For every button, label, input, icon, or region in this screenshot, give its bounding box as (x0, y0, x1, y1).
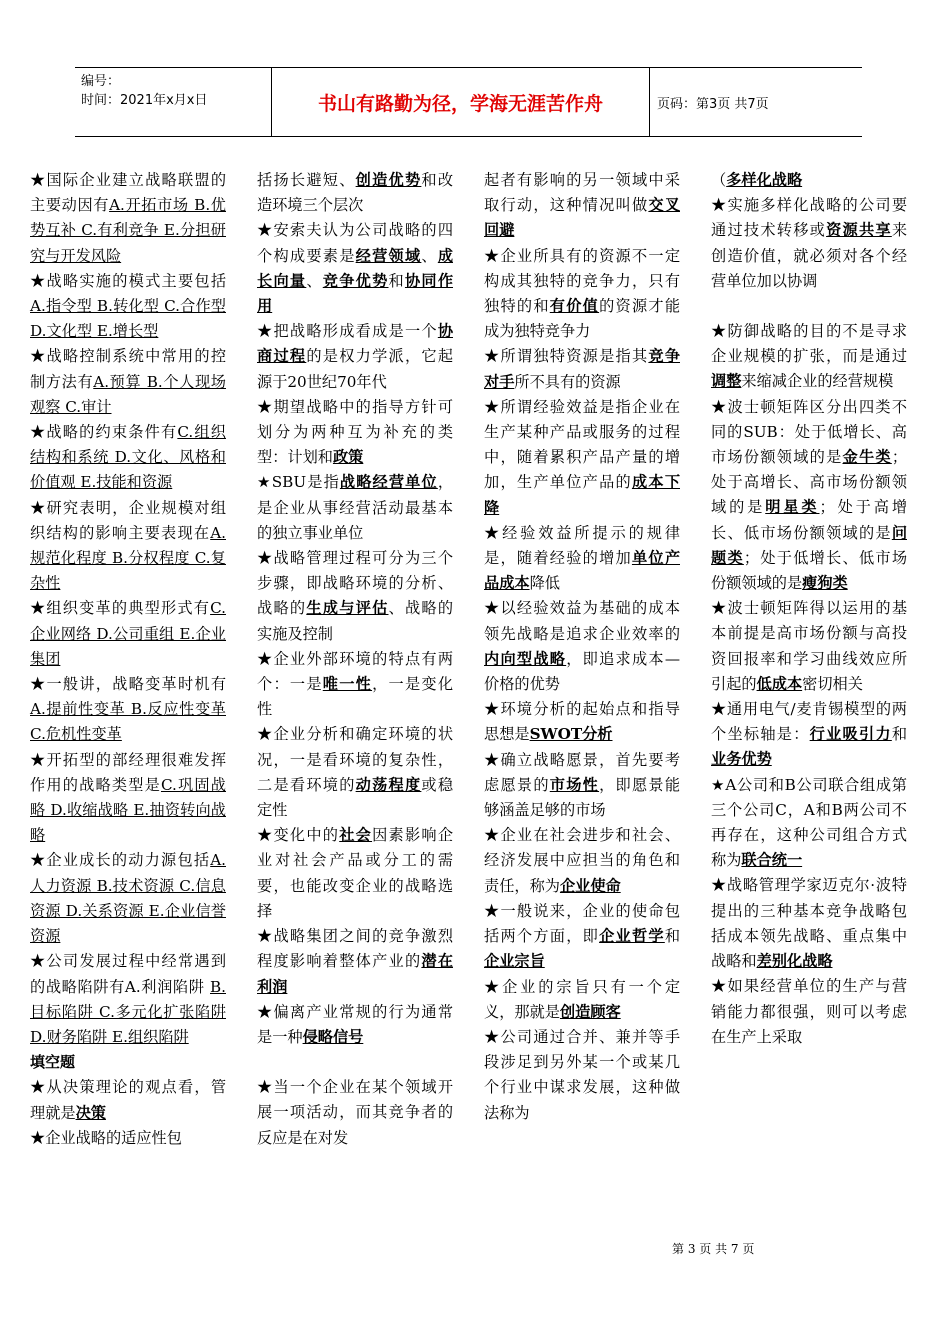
page-header (75, 67, 862, 137)
number-label: 编号： (81, 74, 121, 89)
answer: 联合统一 (741, 851, 803, 870)
text: ★偏离产业常规的行为通常是一种 (257, 1002, 453, 1046)
paragraph (30, 596, 226, 672)
text: ★公司发展过程中经常遇到的战略陷阱有A.利润陷阱 (30, 952, 226, 996)
answer: 差别化战略 (756, 952, 833, 971)
text: ★如果经营单位的生产与营销能力都很强，则可以考虑在生产上采取 (711, 977, 907, 1046)
answer: 协商过程 (257, 322, 453, 366)
text: ★实施多样化战略的公司要通过技术转移或 (711, 196, 907, 240)
answer: 竞争优势 (322, 271, 389, 290)
answer: 市场性 (549, 775, 600, 794)
answer: A.预算 B.个人现场观察 C.审计 (30, 372, 226, 416)
text: ★所谓经验效益是指企业在生产某种产品或服务的过程中，随着累积产品产量的增加，生产单位产品的 (484, 397, 680, 492)
paragraph (484, 697, 680, 747)
answer: 竞争对手 (484, 347, 680, 391)
text: 和改造环境三个层次 (257, 171, 453, 215)
text: ★研究表明，企业规模对组织结构的影响主要表现在 (30, 498, 226, 542)
paragraph (30, 420, 226, 496)
section-heading: 填空题 (30, 1053, 76, 1072)
answer: 社会 (339, 826, 373, 845)
text: ★环境分析的起始点和指导思想是 (484, 700, 680, 744)
text: 和 (388, 271, 405, 290)
answer: 决策 (75, 1103, 106, 1122)
answer: A.规范化程度 B.分权程度 C.复杂性 (30, 523, 226, 593)
text: ★国际企业建立战略联盟的主要动因有 (30, 171, 226, 215)
answer: 瘦狗类 (802, 574, 848, 593)
answer: 协同作用 (257, 271, 453, 316)
text: ，即追求成本—价格的优势 (484, 649, 680, 694)
header-page-label: 页码：第3页 共7页 (657, 96, 769, 112)
paragraph (257, 395, 453, 471)
paragraph (30, 1075, 226, 1125)
answer: 成长向量 (257, 246, 453, 290)
paragraph (257, 319, 453, 395)
paragraph (30, 168, 226, 269)
answer: A.提前性变革 B.反应性变革 C.危机性变革 (30, 700, 226, 744)
paragraph (711, 773, 907, 874)
answer: 交叉回避 (484, 196, 680, 240)
text: 的是权力学派，它起源于20世纪70年代 (257, 347, 453, 391)
column-3 (484, 168, 680, 1126)
column-1 (30, 168, 226, 1151)
answer: A.人力资源 B.技术资源 C.信息资源 D.关系资源 E.企业信誉资源 (30, 851, 226, 946)
paragraph (711, 168, 907, 193)
paragraph (30, 949, 226, 1050)
paragraph (484, 344, 680, 394)
paragraph (484, 975, 680, 1025)
answer: 动荡程度 (355, 775, 422, 794)
answer: 成本下降 (484, 473, 680, 517)
answer: 企业哲学 (599, 927, 665, 946)
answer: C.企业网络 D.公司重组 E.企业集团 (30, 599, 226, 668)
paragraph (257, 546, 453, 647)
paragraph (711, 193, 907, 294)
answer: 有价值 (549, 297, 600, 316)
answer: 战略经营单位 (339, 473, 438, 492)
text: ★防御战略的目的不是寻求企业规模的扩张，而是通过 (711, 322, 907, 366)
text: ★以经验效益为基础的成本领先战略是追求企业效率的 (484, 599, 680, 643)
paragraph (257, 1075, 453, 1151)
column-2 (257, 168, 453, 1151)
text: ★企业在社会进步和社会、经济发展中应担当的角色和责任，称为 (484, 826, 680, 895)
paragraph (711, 974, 907, 1050)
text: ★通用电气/麦肯锡模型的两个坐标轴是： (711, 700, 907, 744)
text: 来创造价值，就必须对各个经营单位加以协调 (711, 221, 907, 290)
paragraph (711, 873, 907, 974)
text: 括扬长避短、 (257, 171, 356, 189)
answer: C.巩固战略 D.收缩战略 E.抽资转向战略 (30, 775, 226, 845)
text: 、 (421, 246, 438, 265)
answer: 生成与评估 (306, 599, 389, 618)
page-footer: 第 3 页 共 7 页 (672, 1242, 755, 1256)
text: ★安索夫认为公司战略的四个构成要素是 (257, 221, 453, 265)
text: ★所谓独特资源是指其 (484, 347, 649, 366)
text: 和 (664, 927, 680, 946)
time-label: 时间：2021年x月x日 (81, 93, 208, 108)
text: ★战略集团之间的竞争激烈程度影响着整体产业的 (257, 927, 453, 971)
paragraph (484, 244, 680, 345)
text: ，是企业从事经营活动最基本的独立事业单位 (257, 473, 453, 542)
text: 来缩减企业的经营规模 (741, 372, 894, 391)
answer: 潜在利润 (257, 952, 453, 996)
answer: B.目标陷阱 C.多元化扩张陷阱 D.财务陷阱 E.组织陷阱 (30, 977, 226, 1046)
paragraph (484, 596, 680, 697)
paragraph (257, 722, 453, 823)
answer: 创造顾客 (559, 1002, 621, 1021)
header-meta (75, 68, 272, 136)
text: 的资源才能成为独特竞争力 (484, 297, 680, 341)
answer: 低成本 (756, 674, 803, 693)
spacer (711, 294, 907, 319)
text: ；处于高增长、高市场份额领域的是 (711, 448, 907, 517)
answer: A.指令型 B.转化型 C.合作型 D.文化型 E.增长型 (30, 297, 226, 341)
text: ★经验效益所提示的规律是，随着经验的增加 (484, 523, 680, 568)
paragraph (30, 748, 226, 849)
answer: C.组织结构和系统 D.文化、风格和价值观 E.技能和资源 (30, 423, 226, 492)
text: 、 (306, 271, 323, 290)
answer: 资源共享 (826, 221, 892, 240)
paragraph (257, 218, 453, 319)
text: ；处于低增长、低市场份额领域的是 (711, 548, 907, 593)
text: 起者有影响的另一领域中采取行动，这种情况叫做 (484, 171, 680, 215)
text: ★期望战略中的指导方针可划分为两种互为补充的类型：计划和 (257, 397, 453, 467)
answer: 多样化战略 (726, 171, 803, 189)
text: 和 (891, 725, 907, 744)
text: ★战略的约束条件有 (30, 423, 178, 442)
spacer (257, 1050, 453, 1075)
paragraph (711, 395, 907, 597)
answer: 明星类 (765, 498, 820, 517)
text: ★企业战略的适应性包 (30, 1128, 182, 1147)
text: ★波士顿矩阵得以运用的基本前提是高市场份额与高投资回报率和学习曲线效应所引起的 (711, 599, 907, 693)
paragraph (257, 168, 453, 218)
paragraph (257, 1000, 453, 1050)
answer: 调整 (711, 372, 742, 391)
paragraph (257, 647, 453, 723)
text: ★开拓型的部经理很难发挥作用的战略类型是 (30, 750, 226, 794)
answer: 企业使命 (559, 876, 621, 895)
answer: 企业宗旨 (484, 952, 545, 971)
paragraph (257, 924, 453, 1000)
text: ★确立战略愿景，首先要考虑愿景的 (484, 750, 680, 794)
text: ★战略实施的模式主要包括 (30, 271, 226, 290)
text: ，即愿景能够涵盖足够的市场 (484, 775, 680, 820)
text: ，一是变化性 (257, 675, 453, 719)
answer: 创造优势 (355, 171, 422, 189)
paragraph (484, 395, 680, 521)
answer: 单位产品成本 (484, 549, 680, 593)
text: ★企业的宗旨只有一个定义，那就是 (484, 977, 680, 1021)
text: ★战略管理学家迈克尔·波特提出的三种基本竞争战略包括成本领先战略、重点集中战略和 (711, 876, 907, 971)
answer: 业务优势 (711, 750, 772, 769)
answer: 侵略信号 (302, 1027, 364, 1046)
paragraph (484, 823, 680, 899)
answer: 行业吸引力 (809, 725, 892, 744)
text: ★企业外部环境的特点有两个：一是 (257, 649, 453, 694)
text: ★一般讲，战略变革时机有 (30, 675, 226, 694)
paragraph (30, 672, 226, 748)
column-4 (711, 168, 907, 1050)
paragraph (257, 470, 453, 546)
text: ★波士顿矩阵区分出四类不同的SUB：处于低增长、高市场份额领域的是 (711, 397, 907, 467)
text: ★战略管理过程可分为三个步骤，即战略环境的分析、战略的 (257, 549, 453, 618)
answer: A.开拓市场 B.优势互补 C.有利竞争 E.分担研究与开发风险 (30, 196, 226, 265)
paragraph (30, 269, 226, 345)
text: （ (711, 171, 727, 189)
text: 降低 (529, 574, 560, 593)
paragraph (30, 848, 226, 949)
text: ★变化中的 (257, 826, 340, 845)
text: ★公司通过合并、兼并等手段涉足到另外某一个或某几个行业中谋求发展，这种做法称为 (484, 1027, 680, 1122)
text: 因素影响企业对社会产品或分工的需要，也能改变企业的战略选择 (257, 826, 453, 920)
paragraph (484, 899, 680, 975)
paragraph (711, 697, 907, 773)
paragraph (484, 1025, 680, 1126)
text: ★企业分析和确定环境的状况，一是看环境的复杂性，二是看环境的 (257, 725, 453, 794)
answer: 金牛类 (842, 448, 892, 467)
answer: 问题类 (711, 523, 907, 567)
text: ★从决策理论的观点看，管理就是 (30, 1078, 226, 1122)
paragraph (711, 319, 907, 395)
header-motto: 书山有路勤为径，学海无涯苦作舟 (272, 68, 650, 136)
text: ；处于高增长、低市场份额领域的是 (711, 498, 908, 542)
text: ★当一个企业在某个领域开展一项活动，而其竞争者的反应是在对发 (257, 1078, 453, 1147)
text: ★一般说来，企业的使命包括两个方面，即 (484, 901, 680, 946)
text: 所不具有的资源 (514, 372, 621, 391)
paragraph (484, 168, 680, 244)
text: 密切相关 (802, 674, 863, 693)
text: ★SBU是指 (257, 473, 340, 492)
text: ★战略控制系统中常用的控制方法有 (30, 347, 226, 391)
text: ★把战略形成看成是一个 (257, 322, 438, 341)
paragraph (30, 344, 226, 420)
answer: SWOT分析 (529, 725, 613, 744)
paragraph (30, 1126, 226, 1151)
paragraph (484, 748, 680, 824)
text: 或稳定性 (257, 775, 453, 820)
paragraph (711, 596, 907, 697)
answer: 内向型战略 (484, 649, 567, 668)
answer: 经营领域 (355, 246, 422, 265)
answer: 唯一性 (322, 675, 373, 694)
text: ★A公司和B公司联合组成第三个公司C，A和B两公司不再存在，这种公司组合方式称为 (711, 775, 907, 870)
paragraph (257, 823, 453, 924)
text: ★企业成长的动力源包括 (30, 851, 211, 870)
text: ★组织变革的典型形式有 (30, 599, 211, 618)
text: 、战略的实施及控制 (257, 599, 453, 643)
paragraph (30, 496, 226, 597)
answer: 政策 (332, 448, 364, 467)
text: ★企业所具有的资源不一定构成其独特的竞争力，只有独特的和 (484, 246, 680, 316)
paragraph (484, 521, 680, 597)
